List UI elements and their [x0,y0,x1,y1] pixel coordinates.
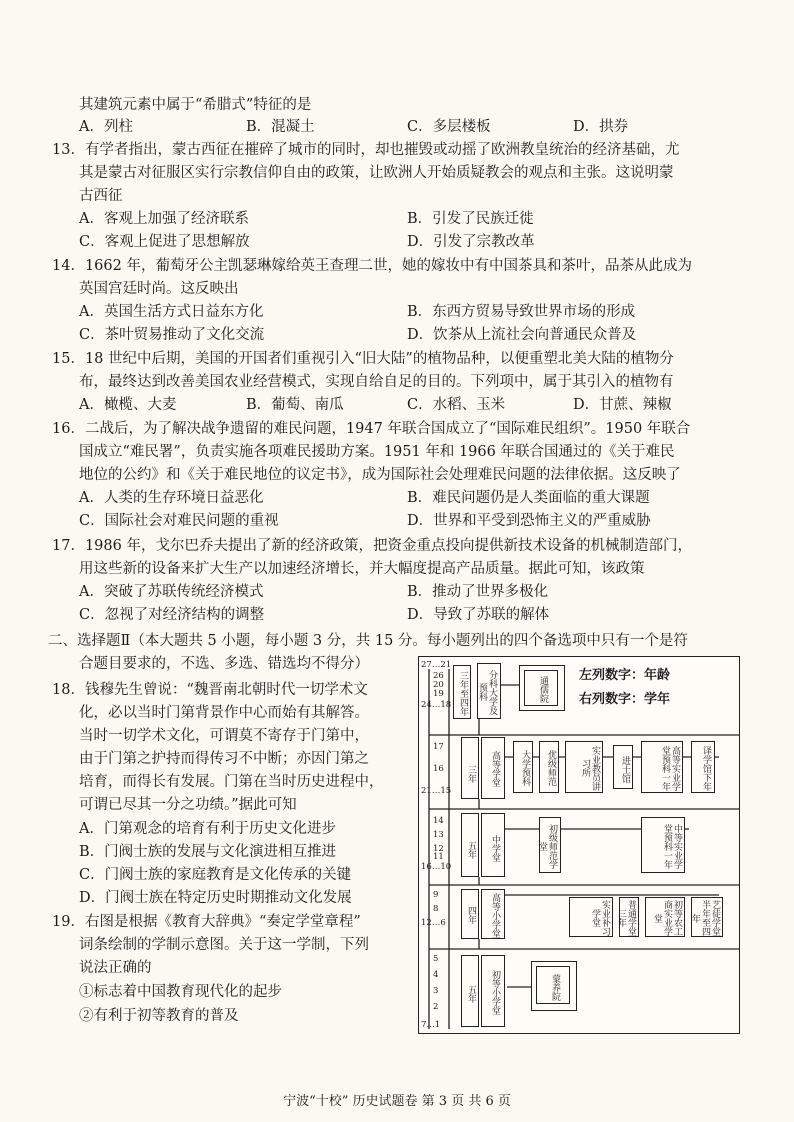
elementary-vocational-box: 初等农工商实业学堂 [645,897,685,937]
q16-line-1: 16．二战后，为了解决战争遗留的难民问题，1947 年联合国成立了“国际难民组织”。1950 年联合 [52,421,691,437]
general-school-box: 普通学堂三年 [619,897,639,937]
q14-line-1: 14．1662 年，葡萄牙公主凯瑟琳嫁给英王查理二世，她的嫁妆中有中国茶具和茶叶，品茶从此成为 [52,258,692,274]
age-label: 2 [433,1002,439,1012]
age-label: 24…18 [421,700,452,710]
q15-option-d[interactable]: D．甘蔗、辣椒 [573,397,672,413]
q16-option-d[interactable]: D．世界和平受到恐怖主义的严重威胁 [407,513,651,529]
age-label: 13 [433,830,444,840]
q18-option-a[interactable]: A．门第观念的培育有利于历史文化进步 [79,821,336,837]
q14-option-a[interactable]: A．英国生活方式日益东方化 [79,304,264,320]
q14-line-2: 英国宫廷时尚。这反映出 [79,281,239,297]
years-box: 五年 [461,813,479,877]
age-label: 12…6 [421,918,446,928]
section-2-heading-line-2: 合题目要求的，不选、多选、错选均不得分） [79,656,369,672]
age-label: 20 [433,680,444,690]
university-box: 分科大学及预科 [477,663,501,719]
age-label: 7…1 [421,1020,441,1030]
q18-line-2: 化，必以当时门第背景作中心而始有其解答。 [79,705,369,721]
age-label: 9 [433,890,439,900]
q18-line-5: 培育，而得长有发展。门第在当时历史进程中， [79,774,384,790]
age-label: 12 [433,844,444,854]
q12-option-a[interactable]: A．列柱 [79,119,133,135]
age-label: 14 [433,816,444,826]
q18-option-b[interactable]: B．门阀士族的发展与文化演进相互推进 [79,844,337,860]
q15-option-b[interactable]: B．葡萄、南瓜 [246,397,344,413]
years-box: 五年 [461,955,479,1027]
tongru-yuan-box: 通儒院 [519,665,565,711]
q19-statement-1: ①标志着中国教育现代化的起步 [79,984,282,1000]
advanced-normal-box: 优级师范 [539,741,559,793]
q17-option-b[interactable]: B．推动了世界多极化 [407,584,549,600]
middle-school-box: 中学堂 [481,813,505,877]
q15-option-a[interactable]: A．橄榄、大麦 [79,397,177,413]
q18-line-6: 可谓已尽其一分之功绩。”据此可知 [79,797,297,813]
q13-option-b[interactable]: B．引发了民族迁徙 [407,211,534,227]
q18-line-4: 由于门第之护持而得传习不中断；亦因门第之 [79,751,369,767]
q17-option-a[interactable]: A．突破了苏联传统经济模式 [79,584,264,600]
higher-vocational-box: 高等实业学堂预科一年 [641,741,683,793]
q17-option-c[interactable]: C．忽视了对经济结构的调整 [79,607,265,623]
age-label: 4 [433,970,439,980]
q16-line-2: 国成立“难民署”，负责实施各项难民援助方案。1951 年和 1966 年联合国通过的《关于难民 [79,444,675,460]
q15-line-1: 15．18 世纪中后期，美国的开国者们重视引入“旧大陆”的植物品种，以便重塑北美大陆的植物分 [52,351,674,367]
age-label: 26 [433,671,444,681]
age-label: 5 [433,954,439,964]
middle-vocational-box: 中等实业学堂预科一年 [641,817,685,873]
age-label: 3 [433,986,439,996]
higher-primary-box: 高等小学堂 [481,889,505,939]
q19-line-2: 词条绘制的学制示意图。关于这一学制，下列 [79,937,369,953]
q18-line-1: 18．钱穆先生曾说：“魏晋南北朝时代一切学术文 [52,682,368,698]
age-label: 21…15 [421,786,452,796]
q18-line-3: 当时一切学术文化，可谓莫不寄存于门第中， [79,728,369,744]
q15-line-2: 布，最终达到改善美国农业经营模式，实现自给自足的目的。下列项中，属于其引入的植物有 [79,374,674,390]
q13-line-1: 13．有学者指出，蒙古西征在摧碎了城市的同时，却也摧毁或动摇了欧洲教皇统治的经济基础，尤 [52,142,680,158]
age-label: 19 [433,689,444,699]
section-2-heading: 二、选择题Ⅱ（本大题共 5 小题，每小题 3 分，共 15 分。每小题列出的四个备选项中只有一个是符 [48,633,688,649]
q17-line-2: 用这些新的设备来扩大生产以加速经济增长，并大幅度提高产品质量。据此可知，该政策 [79,561,645,577]
q16-option-a[interactable]: A．人类的生存环境日益恶化 [79,490,264,506]
q18-option-c[interactable]: C．门阀士族的家庭教育是文化传承的关键 [79,867,352,883]
legend-left: 左列数字：年龄 [579,668,671,683]
q13-option-d[interactable]: D．引发了宗教改革 [407,234,535,250]
q17-option-d[interactable]: D．导致了苏联的解体 [407,607,550,623]
age-label: 27…21 [421,660,452,670]
years-box: 三年 [461,737,479,799]
age-label: 16 [433,764,444,774]
age-label: 11 [433,852,444,862]
q13-option-c[interactable]: C．客观上促进了思想解放 [79,234,250,250]
jinshi-guan-box: 进士馆 [613,745,633,789]
high-school-box: 高等学堂 [481,737,505,799]
q12-option-d[interactable]: D．拱券 [573,119,629,135]
q13-line-2: 其是蒙古对征服区实行宗教信仰自由的政策，让欧洲人开始质疑教会的观点和主张。这说明蒙 [79,165,674,181]
q13-line-3: 古西征 [79,188,123,204]
age-label: 17 [433,742,444,752]
q16-option-b[interactable]: B．难民问题仍是人类面临的重大课题 [407,490,650,506]
vocational-supplementary-box: 实业补习学堂 [569,897,613,937]
years-box: 四年 [461,889,479,939]
school-system-diagram [418,656,740,1034]
q16-option-c[interactable]: C．国际社会对难民问题的重视 [79,513,279,529]
q15-option-c[interactable]: C．水稻、玉米 [407,397,506,413]
q18-option-d[interactable]: D．门阀士族在特定历史时期推动文化发展 [79,890,352,906]
q14-option-d[interactable]: D．饮茶从上流社会向普通民众普及 [407,327,637,343]
q19-line-1: 19．右图是根据《教育大辞典》“奏定学堂章程” [52,914,361,930]
vocational-teacher-institute-box: 实业教员讲习所 [565,741,603,793]
q12-stem: 其建筑元素中属于“希腊式”特征的是 [79,97,312,113]
age-label: 16…10 [421,862,452,872]
apprentice-school-box: 艺徒学堂半年至四年 [691,897,723,937]
kindergarten-box: 蒙养院 [531,961,577,1011]
q14-option-b[interactable]: B．东西方贸易导致世界市场的形成 [407,304,636,320]
legend-right: 右列数字：学年 [579,692,671,707]
translation-school-box: 译学馆下年 [691,741,715,793]
lower-primary-box: 初等小学堂 [481,955,505,1027]
q19-statement-2: ②有利于初等教育的普及 [79,1008,239,1024]
q17-line-1: 17．1986 年，戈尔巴乔夫提出了新的经济政策，把资金重点投向提供新技术设备的机械制造部门， [52,538,692,554]
page-footer: 宁波“十校” 历史试题卷 第 3 页 共 6 页 [283,1094,511,1109]
q19-line-3: 说法正确的 [79,960,152,976]
junior-normal-box: 初级师范学堂 [539,817,561,873]
university-prep-box: 大学预科 [513,741,533,793]
q14-option-c[interactable]: C．茶叶贸易推动了文化交流 [79,327,265,343]
years-box: 三年至四年 [453,665,471,719]
q12-option-b[interactable]: B．混凝土 [246,119,315,135]
q16-line-3: 地位的公约》和《关于难民地位的议定书》，成为国际社会处理难民问题的法律依据。这反映了 [79,467,681,483]
q12-option-c[interactable]: C．多层楼板 [407,119,491,135]
q13-option-a[interactable]: A．客观上加强了经济联系 [79,211,249,227]
age-label: 8 [433,904,439,914]
